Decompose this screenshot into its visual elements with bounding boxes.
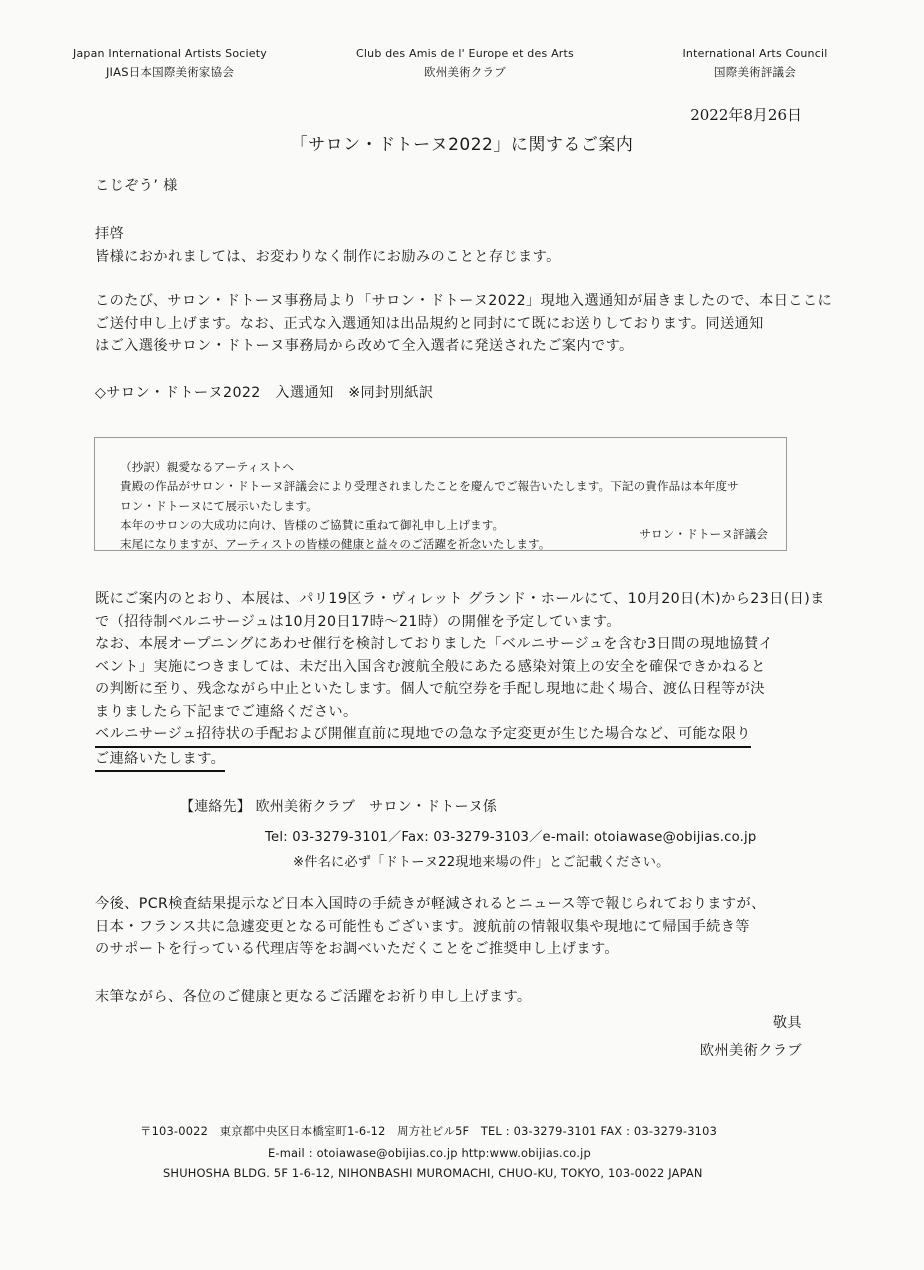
- closing-sender: 欧州美術クラブ: [699, 1043, 802, 1059]
- org-jias-en: Japan International Artists Society: [73, 47, 267, 60]
- paragraph-line: ご送付申し上げます。なお、正式な入選通知は出品規約と同封にて既にお送りしております。同送通知: [95, 315, 764, 332]
- paragraph-line: はご入選後サロン・ドトーヌ事務局から改めて全入選者に発送されたご案内です。: [95, 338, 634, 354]
- paragraph-line: ベント」実施につきましては、未だ出入国含む渡航全般にあたる感染対策上の安全を確保できかねると: [95, 658, 766, 675]
- paragraph-line: 既にご案内のとおり、本展は、パリ19区ラ・ヴィレット グランド・ホールにて、10月20日(木)から23日(日)ま: [95, 591, 825, 607]
- paragraph-line: まりましたら下記までご連絡ください。: [95, 703, 358, 720]
- footer-web: E-mail : otoiawase@obijias.co.jp http:www.obijias.co.jp: [268, 1146, 591, 1160]
- org-jias: [60, 44, 280, 82]
- notice-line: ロン・ドトーヌにて展示いたします。: [120, 498, 318, 513]
- paragraph-exhibition: [95, 588, 825, 772]
- closing-keigu: 敬具: [772, 1015, 802, 1031]
- notice-signature: サロン・ドトーヌ評議会: [639, 527, 768, 541]
- paragraph-line: 今後、PCR検査結果提示など日本入国時の手続きが軽減されるとニュース等で報じられておりますが、: [95, 896, 766, 912]
- org-club-en: Club des Amis de l' Europe et des Arts: [356, 47, 574, 60]
- org-council-en: International Arts Council: [682, 47, 828, 60]
- paragraph-line: このたび、サロン・ドトーヌ事務局より「サロン・ドトーヌ2022」現地入選通知が届きましたので、本日ここに: [95, 293, 833, 309]
- greeting: [95, 223, 561, 268]
- footer-address: 〒103-0022 東京都中央区日本橋室町1-6-12 周方社ビル5F TEL : 03-3279-3101 FAX : 03-3279-3103: [140, 1124, 718, 1138]
- notice-line: 末尾になりますが、アーティストの皆様の健康と益々のご活躍を祈念いたします。: [120, 537, 551, 552]
- paragraph-travel: [95, 893, 766, 961]
- paragraph-line: の判断に至り、残念ながら中止といたします。個人で航空券を手配し現地に赴く場合、渡仏日程等が決: [95, 681, 765, 697]
- notice-heading: ◇サロン・ドトーヌ2022 入選通知 ※同封別紙訳: [95, 385, 434, 401]
- contact-phones: Tel: 03-3279-3101／Fax: 03-3279-3103／e-mail: otoiawase@obijias.co.jp: [265, 830, 757, 845]
- greeting-opening: 拝啓: [95, 226, 125, 242]
- org-jias-ja: JIAS日本国際美術家協会: [105, 65, 235, 79]
- org-council: [655, 44, 855, 82]
- paragraph-line: で（招待制ベルニサージュは10月20日17時～21時）の開催を予定しています。: [95, 613, 621, 630]
- paragraph-line: のサポートを行っている代理店等をお調べいただくことをご推奨申し上げます。: [95, 941, 620, 957]
- org-council-ja: 国際美術評議会: [714, 65, 796, 79]
- notice-box: [94, 437, 787, 551]
- contact-note: ※件名に必ず「ドトーヌ22現地来場の件」とご記載ください。: [293, 855, 670, 870]
- paragraph-line: なお、本展オープニングにあわせ催行を検討しておりました「ベルニサージュを含む3日間の現地協賛イ: [95, 636, 774, 652]
- notice-line: 本年のサロンの大成功に向け、皆様のご協賛に重ねて御礼申し上げます。: [120, 517, 505, 532]
- notice-line: 貴殿の作品がサロン・ドトーヌ評議会により受理されましたことを慶んでご報告いたします。下記の貴作品は本年度サ: [120, 479, 739, 494]
- contact-heading: 【連絡先】 欧州美術クラブ サロン・ドトーヌ係: [180, 799, 498, 815]
- closing-line: 末筆ながら、各位のご健康と更なるご活躍をお祈り申し上げます。: [95, 989, 532, 1005]
- letter-title: 「サロン・ドトーヌ2022」に関するご案内: [290, 135, 634, 155]
- org-club: [340, 44, 590, 82]
- underlined-notice: [95, 723, 825, 772]
- greeting-line: 皆様におかれましては、お変わりなく制作にお励みのことと存じます。: [95, 248, 561, 265]
- underlined-line: ベルニサージュ招待状の手配および開催直前に現地での急な予定変更が生じた場合など、可能な限り: [95, 723, 751, 748]
- org-club-ja: 欧州美術クラブ: [424, 65, 506, 79]
- addressee: こじぞう’ 様: [95, 178, 178, 194]
- underlined-line: ご連絡いたします。: [95, 748, 225, 773]
- footer-address-en: SHUHOSHA BLDG. 5F 1-6-12, NIHONBASHI MUROMACHI, CHUO-KU, TOKYO, 103-0022 JAPAN: [163, 1166, 703, 1180]
- paragraph-announcement: [95, 290, 832, 358]
- letter-date: 2022年8月26日: [690, 106, 802, 124]
- paragraph-line: 日本・フランス共に急遽変更となる可能性もございます。渡航前の情報収集や現地にて帰国手続き等: [95, 918, 750, 935]
- notice-line: （抄訳）親愛なるアーティストへ: [120, 460, 295, 474]
